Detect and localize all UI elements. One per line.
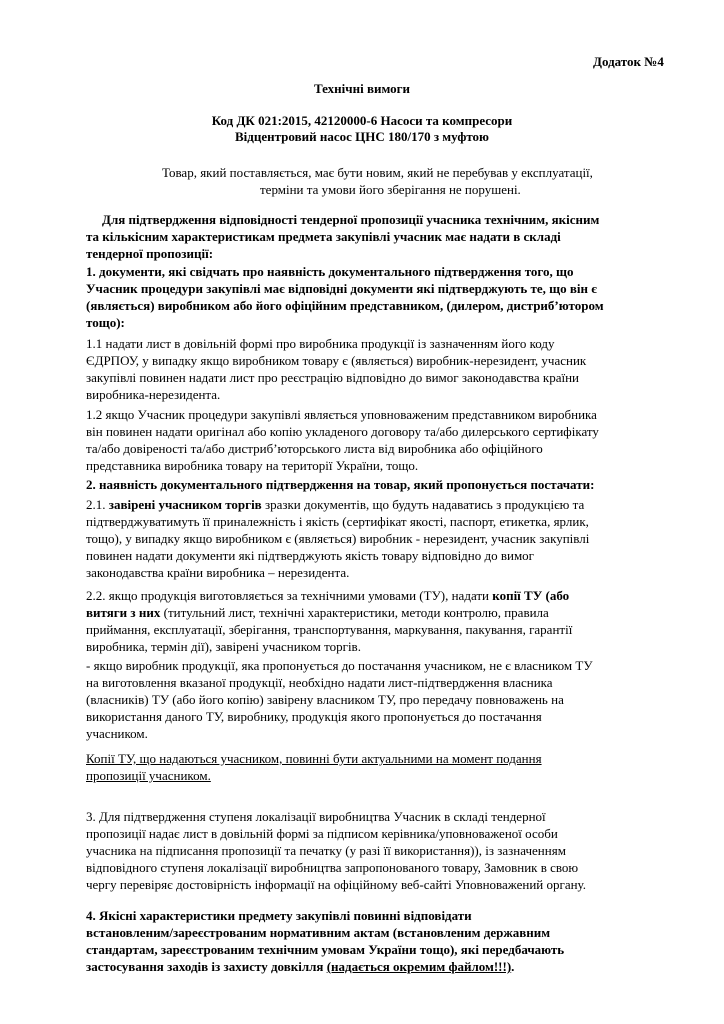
section1-heading-line: Учасник процедури закупівлі має відповідні документи які підтверджують те, що він є	[86, 281, 597, 296]
tu-copies-line: пропозиції учасником.	[86, 768, 211, 783]
appendix-label: Додаток №4	[593, 54, 664, 69]
item-2-2-line: виробника, термін дії), завірені учасником торгів.	[86, 639, 361, 654]
tu-owner-line: (власників) ТУ (або його копію) завірену власником ТУ, про передачу повноважень на	[86, 692, 564, 707]
code-line: Код ДК 021:2015, 42120000-6 Насоси та компресори	[211, 113, 513, 128]
lead-line: та кількісним характеристикам предмета закупівлі учасник має надати в складі	[86, 229, 561, 244]
item-3-line: учасника на підписання пропозиції та печатку (у разі її використання)), із зазначенням	[86, 843, 566, 858]
tu-owner-line: на виготовлення вказаної продукції, необхідно надати лист-підтвердження власника	[86, 675, 553, 690]
lead-line: тендерної пропозиції:	[86, 246, 214, 261]
item-4-line: встановленим/зареєстрованим нормативним актам (встановленим державним	[86, 925, 551, 940]
section1-heading-line: 1. документи, які свідчать про наявність документального підтвердження того, що	[86, 264, 574, 279]
section1-heading-line: (являється) виробником або його офіційним представником, (дилером, дистриб’ютором	[86, 298, 604, 313]
section1-heading-line: тощо):	[86, 315, 125, 330]
item-4-last-line: застосування заходів із захисту довкілля (надається окремим файлом!!!).	[86, 959, 515, 974]
item-2-2-line: приймання, експлуатації, зберігання, транспортування, маркування, пакування, гарантії	[86, 622, 573, 637]
item-3-line: відповідного ступеня локалізації виробництва запропонованого товару, Замовник в свою	[86, 860, 579, 875]
item-3-line: 3. Для підтвердження ступеня локалізації виробництва Учасник в складі тендерної	[86, 809, 546, 824]
item-2-1-line: повинен надати документи які підтверджують якість товару відповідно до вимог	[86, 548, 535, 563]
item-2-1-line: тощо), у випадку якщо виробником є (являється) виробник - нерезидент, учасник закупівлі	[86, 531, 590, 546]
item-2-2-second-line: витяги з них (титульний лист, технічні характеристики, методи контролю, правила	[86, 605, 549, 620]
item-1-1-line: 1.1 надати лист в довільній формі про виробника продукції із зазначенням його коду	[86, 336, 555, 351]
tu-owner-line: учасником.	[86, 726, 148, 741]
item-1-1-line: закупівлі повинен надати лист про реєстрацію відповідно до вимог законодавства країни	[86, 370, 579, 385]
section2-heading: 2. наявність документального підтвердження на товар, який пропонується постачати:	[86, 477, 595, 492]
document-title: Технічні вимоги	[313, 81, 411, 96]
item-1-1-line: виробника-нерезидента.	[86, 387, 221, 402]
item-2-1-line: підтверджуватимуть її приналежність і якість (сертифікат якості, паспорт, етикетка, ярлик,	[86, 514, 589, 529]
tu-copies-line: Копії ТУ, що надаються учасником, повинні бути актуальними на момент подання	[86, 751, 542, 766]
item-3-line: чергу перевіряє достовірність інформації на офіційному веб-сайті Уповноважений органу.	[86, 877, 587, 892]
item-4-line: 4. Якісні характеристики предмету закупівлі повинні відповідати	[86, 908, 472, 923]
lead-line: Для підтвердження відповідності тендерної пропозиції учасника технічним, якісним	[102, 212, 600, 227]
intro-line: Товар, який поставляється, має бути новим, який не перебував у експлуатації,	[162, 165, 593, 180]
tu-owner-line: використання даного ТУ, виробнику, продукція якого пропонується до постачання	[86, 709, 542, 724]
tu-owner-line: - якщо виробник продукції, яка пропонується до постачання учасником, не є власником ТУ	[86, 658, 593, 673]
item-2-1-first-line: 2.1. завірені учасником торгів зразки документів, що будуть надаватись з продукцією та	[86, 497, 585, 512]
item-1-2-line: та/або довіреності та/або дистриб’юторського листа від виробника або офіційного	[86, 441, 543, 456]
item-1-1-line: ЄДРПОУ, у випадку якщо виробником товару є (являється) виробник-нерезидент, учасник	[86, 353, 587, 368]
item-1-2-line: представника виробника товару на території України, тощо.	[86, 458, 419, 473]
item-1-2-line: він повинен надати оригінал або копію укладеного договору та/або дилерського сертифікату	[86, 424, 599, 439]
item-3-line: пропозиції надає лист в довільній формі за підписом керівника/уповноваженої особи	[86, 826, 558, 841]
item-2-2-first-line: 2.2. якщо продукція виготовляється за технічними умовами (ТУ), надати копії ТУ (або	[86, 588, 570, 603]
item-4-line: стандартам, зареєстрованим технічним умовам України тощо), які передбачають	[86, 942, 565, 957]
item-1-2-line: 1.2 якщо Учасник процедури закупівлі являється уповноваженим представником виробника	[86, 407, 597, 422]
intro-line: терміни та умови його зберігання не порушені.	[260, 182, 521, 197]
product-line: Відцентровий насос ЦНС 180/170 з муфтою	[235, 129, 489, 144]
item-2-1-line: законодавства країни виробника – нерезидента.	[86, 565, 350, 580]
